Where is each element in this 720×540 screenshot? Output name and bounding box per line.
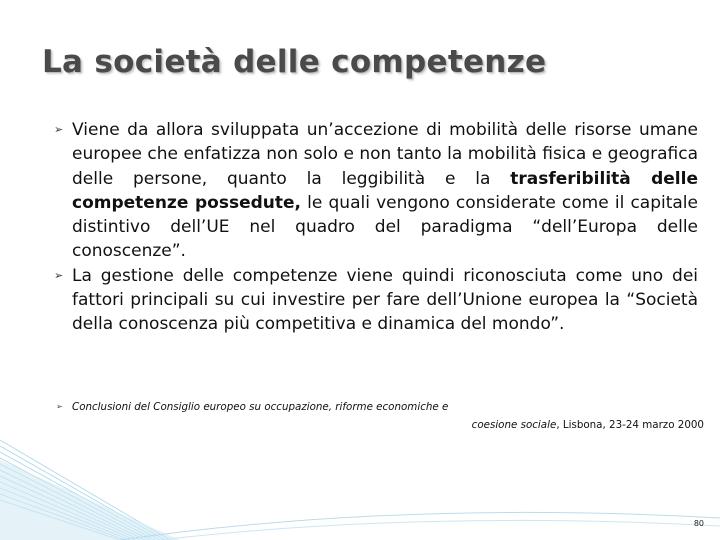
footnote-line-1: Conclusioni del Consiglio europeo su occupazione, riforme economiche e bbox=[72, 401, 449, 413]
decorative-wave-graphic bbox=[0, 440, 720, 540]
footnote bbox=[56, 401, 704, 431]
footnote-italic-text: coesione sociale bbox=[471, 419, 557, 431]
bullet-list bbox=[56, 118, 698, 337]
slide-title: La società delle competenze bbox=[42, 44, 547, 80]
bullet-text: Viene da allora sviluppata un’accezione di mobilità delle risorse umane europee che enfatizza non solo e non tanto la mobilità fisica e geografica delle persone, quanto la leggibilità e la bbox=[72, 120, 698, 189]
page-number: 80 bbox=[693, 519, 704, 528]
footnote-source: , Lisbona, 23-24 marzo 2000 bbox=[556, 419, 704, 431]
bullet-item bbox=[56, 264, 698, 337]
bullet-text: La gestione delle competenze viene quindi riconosciuta come uno dei fattori principali su cui investire per fare dell’Unione europea la “Società della conoscenza più competitiva e dinamica del mondo”. bbox=[72, 265, 698, 335]
footnote-line-2 bbox=[56, 419, 704, 431]
arrow-bullet-icon: ➢ bbox=[54, 268, 64, 282]
bullet-emphasis: trasferibilità delle competenze possedute, bbox=[72, 168, 698, 213]
arrow-bullet-icon: ➢ bbox=[54, 123, 64, 136]
bullet-text: le quali vengono considerate come il capitale distintivo dell’UE nel quadro del paradigma “dell’Europa delle conoscenze”. bbox=[72, 192, 698, 262]
arrow-bullet-icon: ➢ bbox=[56, 402, 63, 411]
bullet-item bbox=[56, 118, 698, 264]
